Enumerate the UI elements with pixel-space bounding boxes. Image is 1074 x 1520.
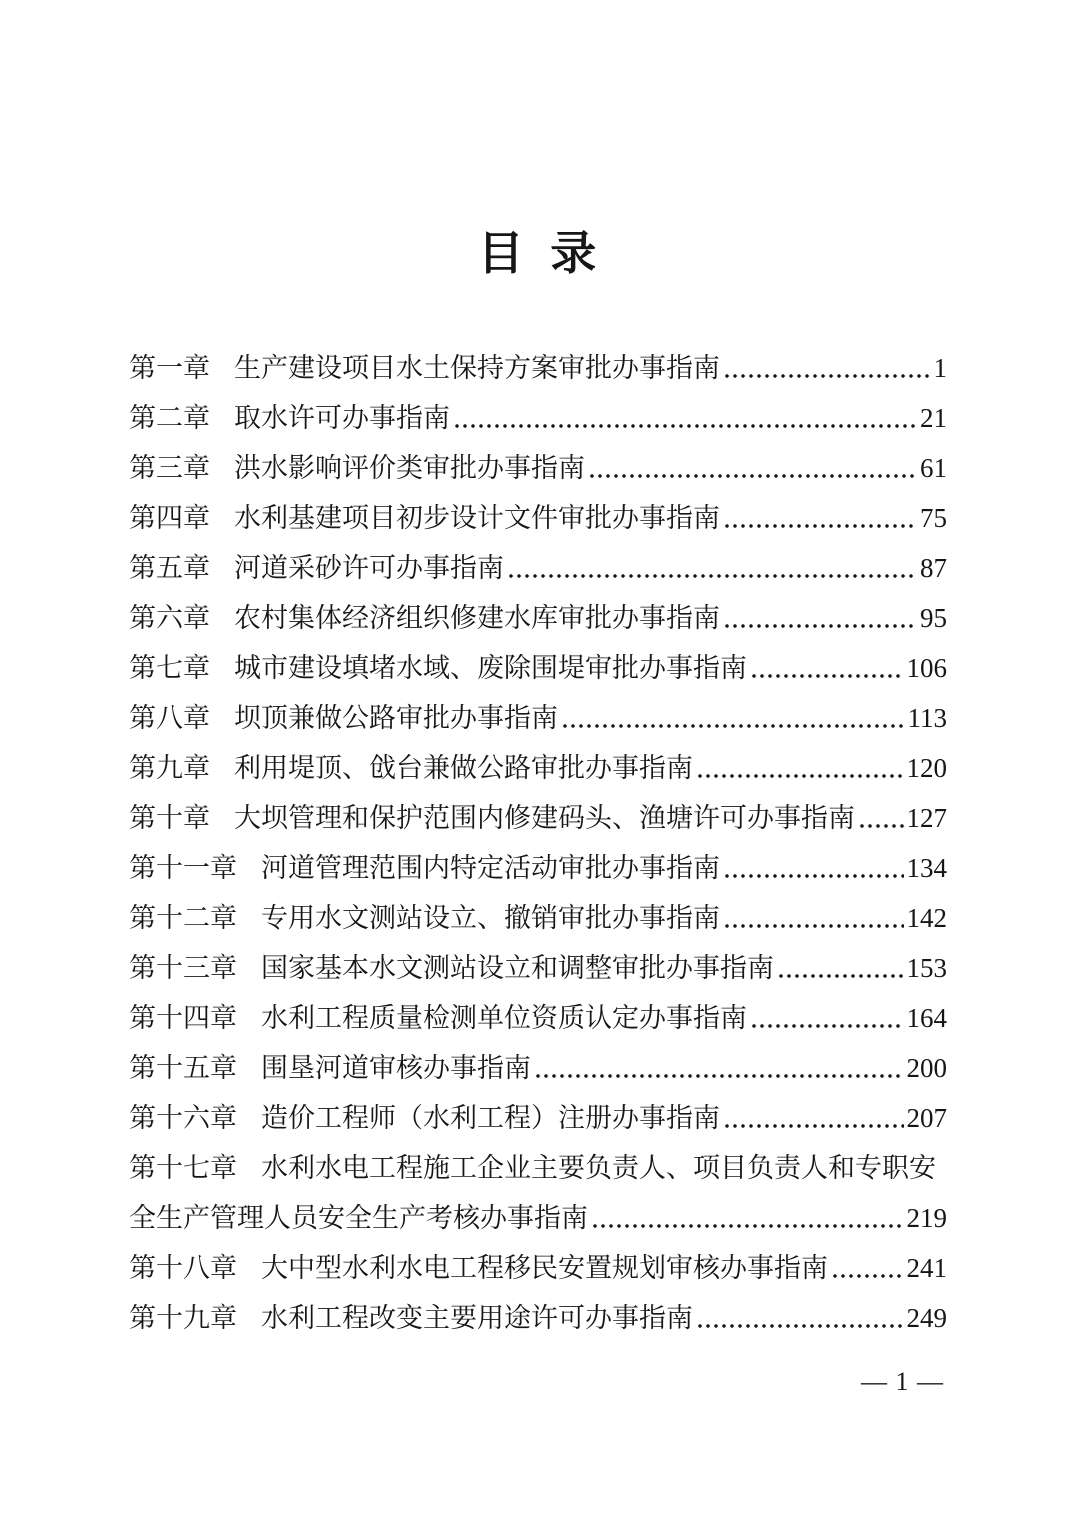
toc-chapter-number: 第一章 [129, 352, 210, 383]
toc-entry-title: 利用堤顶、戗台兼做公路审批办事指南 [234, 752, 693, 783]
toc-entry-title: 专用水文测站设立、撤销审批办事指南 [261, 902, 720, 933]
toc-entry-title: 围垦河道审核办事指南 [261, 1052, 531, 1083]
dot-leader [507, 573, 917, 579]
toc-chapter-number: 第十四章 [129, 1002, 237, 1033]
toc-page-number: 1 [933, 352, 947, 383]
toc-page-number: 134 [906, 852, 947, 883]
dot-leader [453, 423, 917, 429]
dot-leader [723, 373, 931, 379]
toc-entry-title: 水利水电工程施工企业主要负责人、项目负责人和专职安 [261, 1152, 936, 1183]
toc-entry-title: 农村集体经济组织修建水库审批办事指南 [234, 602, 720, 633]
toc-chapter-number: 第十九章 [129, 1302, 237, 1333]
dot-leader [750, 673, 904, 679]
toc-entry-continuation [129, 1190, 947, 1240]
toc-page-number: 241 [906, 1252, 947, 1283]
toc-chapter-number: 第九章 [129, 752, 210, 783]
dot-leader [858, 823, 904, 829]
dot-leader [723, 923, 904, 929]
dot-leader [723, 1123, 904, 1129]
dot-leader [696, 773, 904, 779]
toc-entry-title: 洪水影响评价类审批办事指南 [234, 452, 585, 483]
dot-leader [723, 523, 917, 529]
toc-entry [129, 390, 947, 440]
toc-page-number: 127 [906, 802, 947, 833]
toc-chapter-number: 第十八章 [129, 1252, 237, 1283]
dot-leader [777, 973, 904, 979]
toc-entry [129, 890, 947, 940]
dot-leader [591, 1223, 904, 1229]
toc-chapter-number: 第十三章 [129, 952, 237, 983]
toc-entry [129, 690, 947, 740]
toc-page-number: 153 [906, 952, 947, 983]
toc-entry [129, 490, 947, 540]
dot-leader [588, 473, 917, 479]
toc-entry-title: 造价工程师（水利工程）注册办事指南 [261, 1102, 720, 1133]
toc-chapter-number: 第十二章 [129, 902, 237, 933]
toc-chapter-number: 第二章 [129, 402, 210, 433]
toc-page-number: 120 [906, 752, 947, 783]
toc-entry [129, 640, 947, 690]
toc-page-number: 106 [906, 652, 947, 683]
toc-entry-title: 水利基建项目初步设计文件审批办事指南 [234, 502, 720, 533]
dot-leader [831, 1273, 904, 1279]
toc-chapter-number: 第十五章 [129, 1052, 237, 1083]
toc-entry-title: 水利工程质量检测单位资质认定办事指南 [261, 1002, 747, 1033]
dot-leader [723, 623, 917, 629]
toc-entry-title: 生产建设项目水土保持方案审批办事指南 [234, 352, 720, 383]
toc-chapter-number: 第五章 [129, 552, 210, 583]
toc-chapter-number: 第七章 [129, 652, 210, 683]
toc-page-number: 249 [906, 1302, 947, 1333]
table-of-contents [129, 340, 947, 1340]
toc-page-number: 95 [920, 602, 947, 633]
toc-entry [129, 440, 947, 490]
toc-entry [129, 940, 947, 990]
toc-page-number: 61 [920, 452, 947, 483]
toc-page-number: 113 [907, 702, 947, 733]
toc-entry-title: 大中型水利水电工程移民安置规划审核办事指南 [261, 1252, 828, 1283]
toc-entry [129, 1140, 947, 1190]
toc-entry [129, 1040, 947, 1090]
toc-entry-title: 水利工程改变主要用途许可办事指南 [261, 1302, 693, 1333]
toc-page-number: 142 [906, 902, 947, 933]
dot-leader [696, 1323, 904, 1329]
toc-entry-title: 国家基本水文测站设立和调整审批办事指南 [261, 952, 774, 983]
toc-chapter-number: 第十七章 [129, 1152, 237, 1183]
toc-entry-title: 坝顶兼做公路审批办事指南 [234, 702, 558, 733]
dot-leader [561, 723, 905, 729]
toc-entry-title: 河道采砂许可办事指南 [234, 552, 504, 583]
page-title: 目 录 [477, 228, 597, 279]
toc-entry-title: 河道管理范围内特定活动审批办事指南 [261, 852, 720, 883]
toc-entry [129, 990, 947, 1040]
toc-entry-title: 城市建设填堵水域、废除围堤审批办事指南 [234, 652, 747, 683]
toc-entry [129, 1240, 947, 1290]
toc-chapter-number: 第八章 [129, 702, 210, 733]
toc-page-number: 200 [906, 1052, 947, 1083]
toc-chapter-number: 第三章 [129, 452, 210, 483]
toc-entry [129, 540, 947, 590]
dot-leader [750, 1023, 904, 1029]
toc-page-number: 21 [920, 402, 947, 433]
dot-leader [723, 873, 904, 879]
toc-page-number: 87 [920, 552, 947, 583]
toc-entry [129, 840, 947, 890]
toc-entry [129, 590, 947, 640]
toc-chapter-number: 第十章 [129, 802, 210, 833]
toc-page-number: 219 [906, 1202, 947, 1233]
dot-leader [534, 1073, 904, 1079]
toc-chapter-number: 第四章 [129, 502, 210, 533]
toc-entry-title: 取水许可办事指南 [234, 402, 450, 433]
toc-entry [129, 1290, 947, 1340]
toc-chapter-number: 第十六章 [129, 1102, 237, 1133]
toc-chapter-number: 第十一章 [129, 852, 237, 883]
toc-page-number: 207 [906, 1102, 947, 1133]
toc-chapter-number: 第六章 [129, 602, 210, 633]
toc-entry [129, 740, 947, 790]
toc-entry [129, 790, 947, 840]
toc-entry-title: 大坝管理和保护范围内修建码头、渔塘许可办事指南 [234, 802, 855, 833]
toc-page-number: 164 [906, 1002, 947, 1033]
toc-entry-title-continued: 全生产管理人员安全生产考核办事指南 [129, 1202, 588, 1233]
toc-page-number: 75 [920, 502, 947, 533]
folio-page-number: — 1 — [861, 1367, 944, 1396]
toc-entry [129, 340, 947, 390]
toc-entry [129, 1090, 947, 1140]
